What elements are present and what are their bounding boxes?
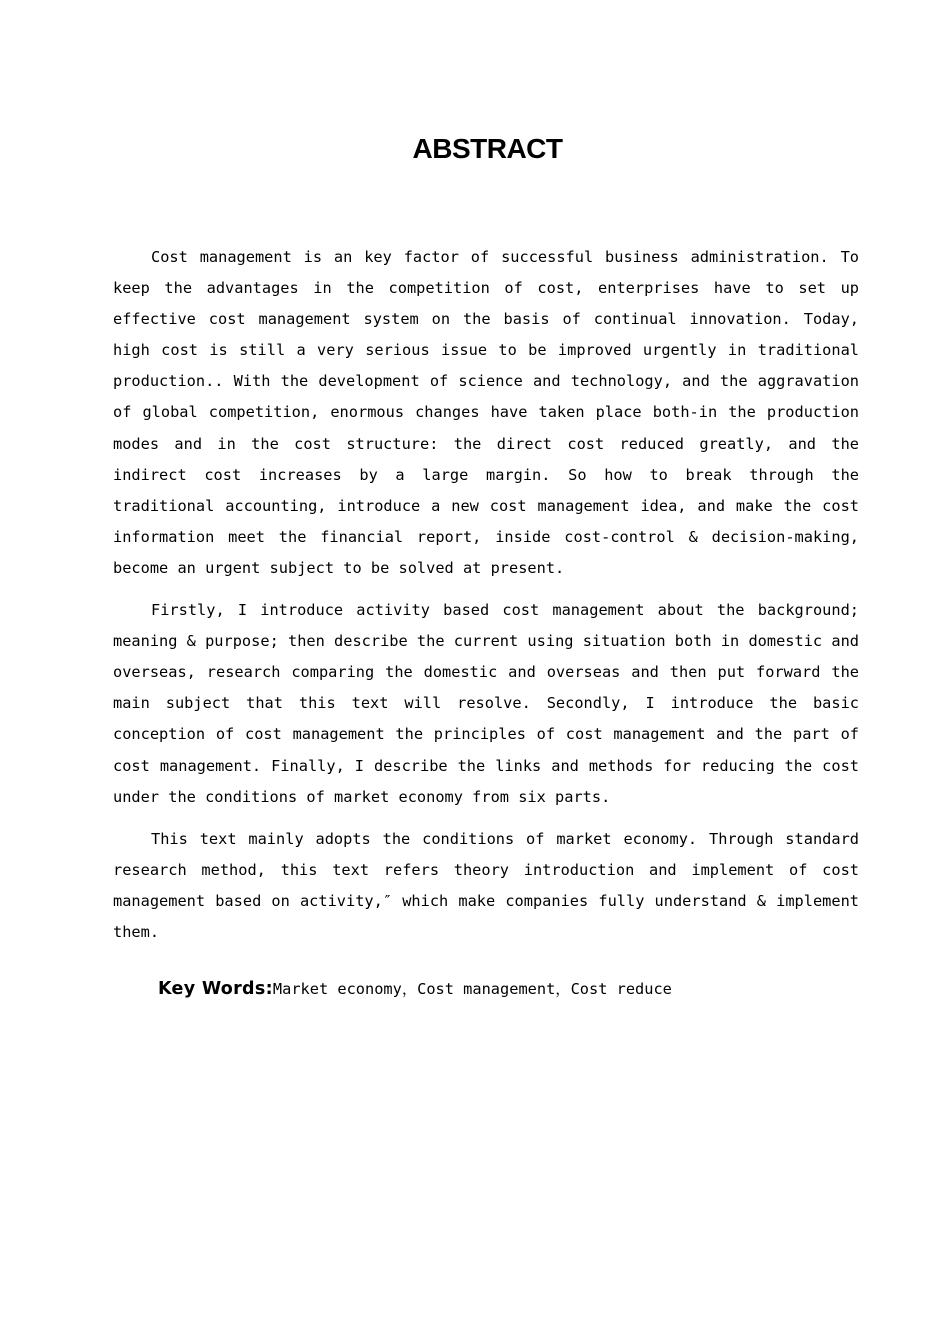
keywords-label: Key Words: xyxy=(158,979,273,999)
abstract-paragraph-1: Cost management is an key factor of successful business administration. To keep the advantages in the competition of cost, enterprises have to set up effective cost management system on the basis of continual innovation. Today, high cost is still a very serious issue to be improved urgently in traditional production.. With the development of science and technology, and the aggravation of global competition, enormous changes have taken place both-in the production modes and in the cost structure: the direct cost reduced greatly, and the indirect cost increases by a large margin. So how to break through the traditional accounting, introduce a new cost management idea, and make the cost information meet the financial report, inside cost-control & decision-making, become an urgent subject to be solved at present. xyxy=(113,248,859,577)
abstract-paragraph-3: This text mainly adopts the conditions of market economy. Through standard research method, this text refers theory introduction and implement of cost management based on activity,″ which make companies fully understand & implement them. xyxy=(113,829,859,941)
abstract-body xyxy=(113,242,859,959)
abstract-title: ABSTRACT xyxy=(412,133,563,164)
keywords-line xyxy=(158,974,858,1005)
keywords-value: Market economy，Cost management，Cost reduce xyxy=(272,980,672,998)
abstract-paragraph-2: Firstly, I introduce activity based cost management about the background; meaning & purpose; then describe the current using situation both in domestic and overseas, research comparing the domestic and overseas and then put forward the main subject that this text will resolve. Secondly, I introduce the basic conception of cost management the principles of cost management and the part of cost management. Finally, I describe the links and methods for reducing the cost under the conditions of market economy from six parts. xyxy=(113,601,859,806)
